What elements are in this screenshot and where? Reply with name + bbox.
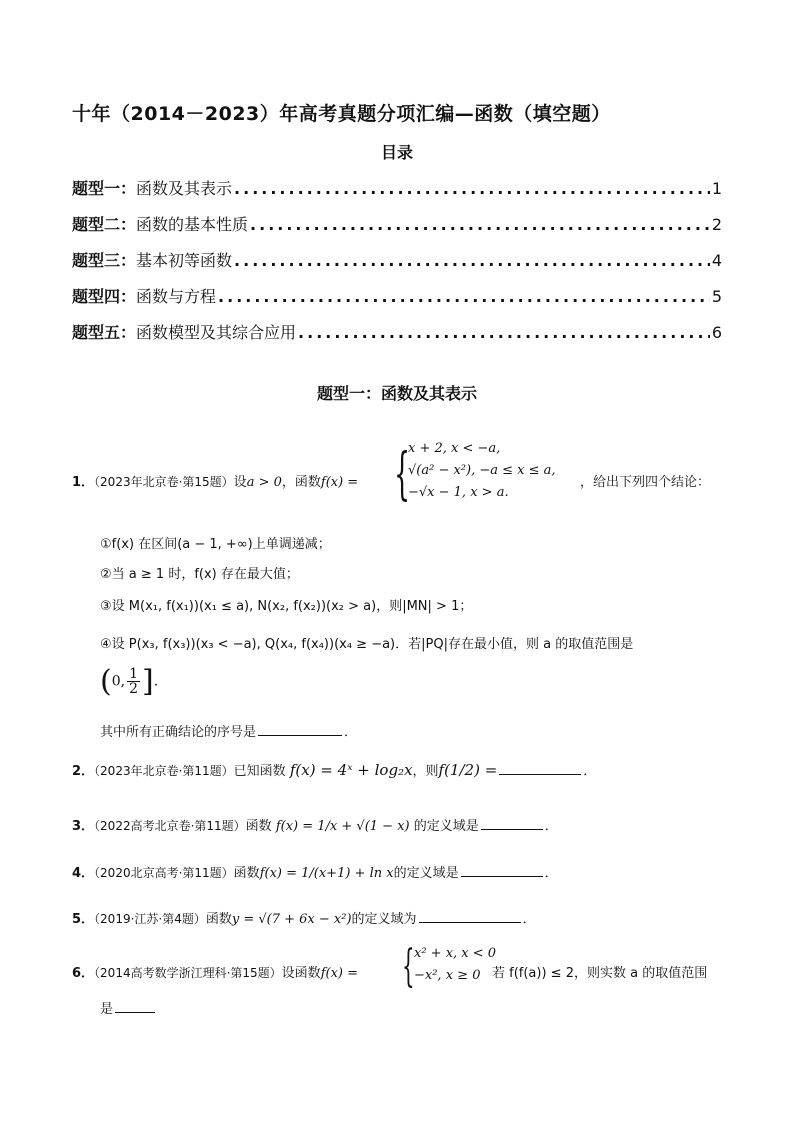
toc-entry[interactable]: [72, 248, 722, 284]
table-of-contents: [72, 176, 722, 356]
toc-entry-text: 函数及其表示: [136, 179, 233, 198]
answer-blank[interactable]: [258, 723, 342, 736]
toc-leader-dots: [298, 323, 710, 342]
piecewise-cases: [408, 438, 556, 504]
math-expression: f(x) = 4ˣ + log₂x: [289, 761, 413, 779]
math-expression: f(1/2) =: [438, 761, 498, 779]
conclusion-item: ②当 a ≥ 1 时，f(x) 存在最大值；: [100, 567, 299, 582]
math-expression: y = √(7 + 6x − x²): [231, 912, 352, 927]
question-source: （2023年北京卷·第11题）: [94, 764, 234, 778]
question-1: [72, 440, 732, 520]
question-text: 设函数: [281, 966, 321, 981]
toc-leader-dots: [234, 251, 710, 270]
question-text: 函数: [233, 866, 260, 881]
case-line: √(a² − x²), −a ≤ x ≤ a,: [408, 463, 556, 478]
toc-entry-label: 题型三：: [72, 251, 137, 270]
answer-blank[interactable]: [419, 910, 521, 923]
toc-heading: 目录: [380, 143, 413, 162]
question-number: 4．: [72, 866, 95, 881]
question-text: 其中所有正确结论的序号是: [100, 725, 257, 740]
math-expression: a > 0: [246, 475, 282, 490]
answer-blank[interactable]: [461, 864, 543, 877]
math-expression: f(x) =: [320, 475, 359, 490]
math-expression: f(x) = 1/(x+1) + ln x: [259, 866, 394, 881]
question-number: 2．: [72, 764, 95, 779]
toc-entry-text: 基本初等函数: [136, 251, 233, 270]
question-source: （2020北京高考·第11题）: [94, 866, 234, 880]
question-text: 函数: [205, 912, 232, 927]
toc-entry-text: 函数模型及其综合应用: [136, 323, 297, 342]
question-source: （2022高考北京卷·第11题）: [94, 819, 246, 833]
question-6: [72, 941, 732, 994]
question-text: 函数: [245, 819, 272, 834]
question-text: 设: [233, 475, 247, 490]
toc-entry-label: 题型五：: [72, 323, 137, 342]
question-number: 6．: [72, 966, 95, 981]
math-expression: f(x) = 1/x + √(1 − x): [275, 819, 410, 834]
case-line: −x², x ≥ 0: [414, 968, 481, 983]
section-heading: 题型一：函数及其表示: [316, 384, 477, 403]
toc-entry[interactable]: [72, 284, 722, 320]
question-2: 2．（2023年北京卷·第11题）已知函数 f(x) = 4ˣ + log₂x，则f(1/2) = ．: [72, 761, 597, 779]
piecewise-cases: [414, 943, 496, 987]
conclusion-item: ③设 M(x₁, f(x₁))(x₁ ≤ a), N(x₂, f(x₂))(x₂ > a)，则|MN| > 1；: [100, 599, 473, 614]
answer-blank[interactable]: [481, 817, 543, 830]
left-brace: {: [402, 941, 415, 992]
toc-entry-page: 1: [711, 179, 722, 198]
question-text: 的定义域是: [393, 866, 459, 881]
question-text: 的定义域是: [413, 819, 479, 834]
case-line: x + 2, x < −a,: [408, 441, 501, 456]
question-ask: 其中所有正确结论的序号是 ．: [100, 725, 358, 740]
left-brace: {: [394, 442, 411, 507]
question-text: 是: [100, 1002, 114, 1017]
range-answer: (0, $\frac{1}{2}$ ].: [100, 664, 159, 699]
question-5: 5．（2019·江苏·第4题）函数y = √(7 + 6x − x²)的定义域为 ．: [72, 912, 536, 927]
toc-entry-text: 函数的基本性质: [136, 215, 249, 234]
toc-entry[interactable]: [72, 176, 722, 212]
close-bracket: ]: [142, 664, 154, 699]
toc-entry-label: 题型四：: [72, 287, 137, 306]
question-source: （2023年北京卷·第15题）: [94, 475, 234, 489]
toc-entry-label: 题型一：: [72, 179, 137, 198]
toc-entry-label: 题型二：: [72, 215, 137, 234]
question-6-continuation: [100, 998, 157, 1017]
answer-blank[interactable]: [499, 762, 581, 775]
question-text: 若 f(f(a)) ≤ 2，则实数 a 的取值范围: [492, 966, 708, 981]
toc-leader-dots: [218, 287, 710, 306]
question-text: ，给出下列四个结论：: [580, 475, 711, 490]
question-text: 已知函数: [233, 764, 286, 779]
case-line: x² + x, x < 0: [414, 946, 497, 961]
question-source: （2014高考数学浙江理科·第15题）: [94, 966, 282, 980]
toc-entry-page: 5: [711, 287, 722, 306]
question-4: 4．（2020北京高考·第11题）函数f(x) = 1/(x+1) + ln x的定义域是 ．: [72, 866, 558, 881]
answer-blank[interactable]: [115, 1000, 155, 1013]
document-title: 十年（2014－2023）年高考真题分项汇编—函数（填空题）: [72, 103, 611, 125]
toc-entry-page: 2: [711, 215, 722, 234]
toc-entry-text: 函数与方程: [136, 287, 217, 306]
question-source: （2019·江苏·第4题）: [94, 912, 206, 926]
math-expression: f(x) =: [320, 966, 358, 981]
toc-entry[interactable]: [72, 320, 722, 356]
toc-entry-page: 4: [711, 251, 722, 270]
question-text: ，函数: [281, 475, 321, 490]
toc-entry-page: 6: [711, 323, 722, 342]
conclusion-item: ④设 P(x₃, f(x₃))(x₃ < −a), Q(x₄, f(x₄))(x₄ ≥ −a)．若|PQ|存在最小值，则 a 的取值范围是: [100, 637, 634, 652]
question-number: 5．: [72, 912, 95, 927]
question-text: ，则: [412, 764, 439, 779]
case-line: −√x − 1, x > a.: [408, 485, 509, 500]
conclusion-item: ①f(x) 在区间(a − 1, +∞)上单调递减；: [100, 537, 331, 552]
toc-leader-dots: [234, 179, 710, 198]
fraction: $\frac{1}{2}$: [129, 666, 138, 697]
toc-entry[interactable]: [72, 212, 722, 248]
question-text: 的定义域为: [351, 912, 417, 927]
question-number: 1．: [72, 475, 95, 490]
toc-leader-dots: [250, 215, 710, 234]
open-paren: (: [100, 664, 112, 699]
question-3: 3．（2022高考北京卷·第11题）函数 f(x) = 1/x + √(1 − x) 的定义域是 ．: [72, 819, 558, 834]
question-number: 3．: [72, 819, 95, 834]
